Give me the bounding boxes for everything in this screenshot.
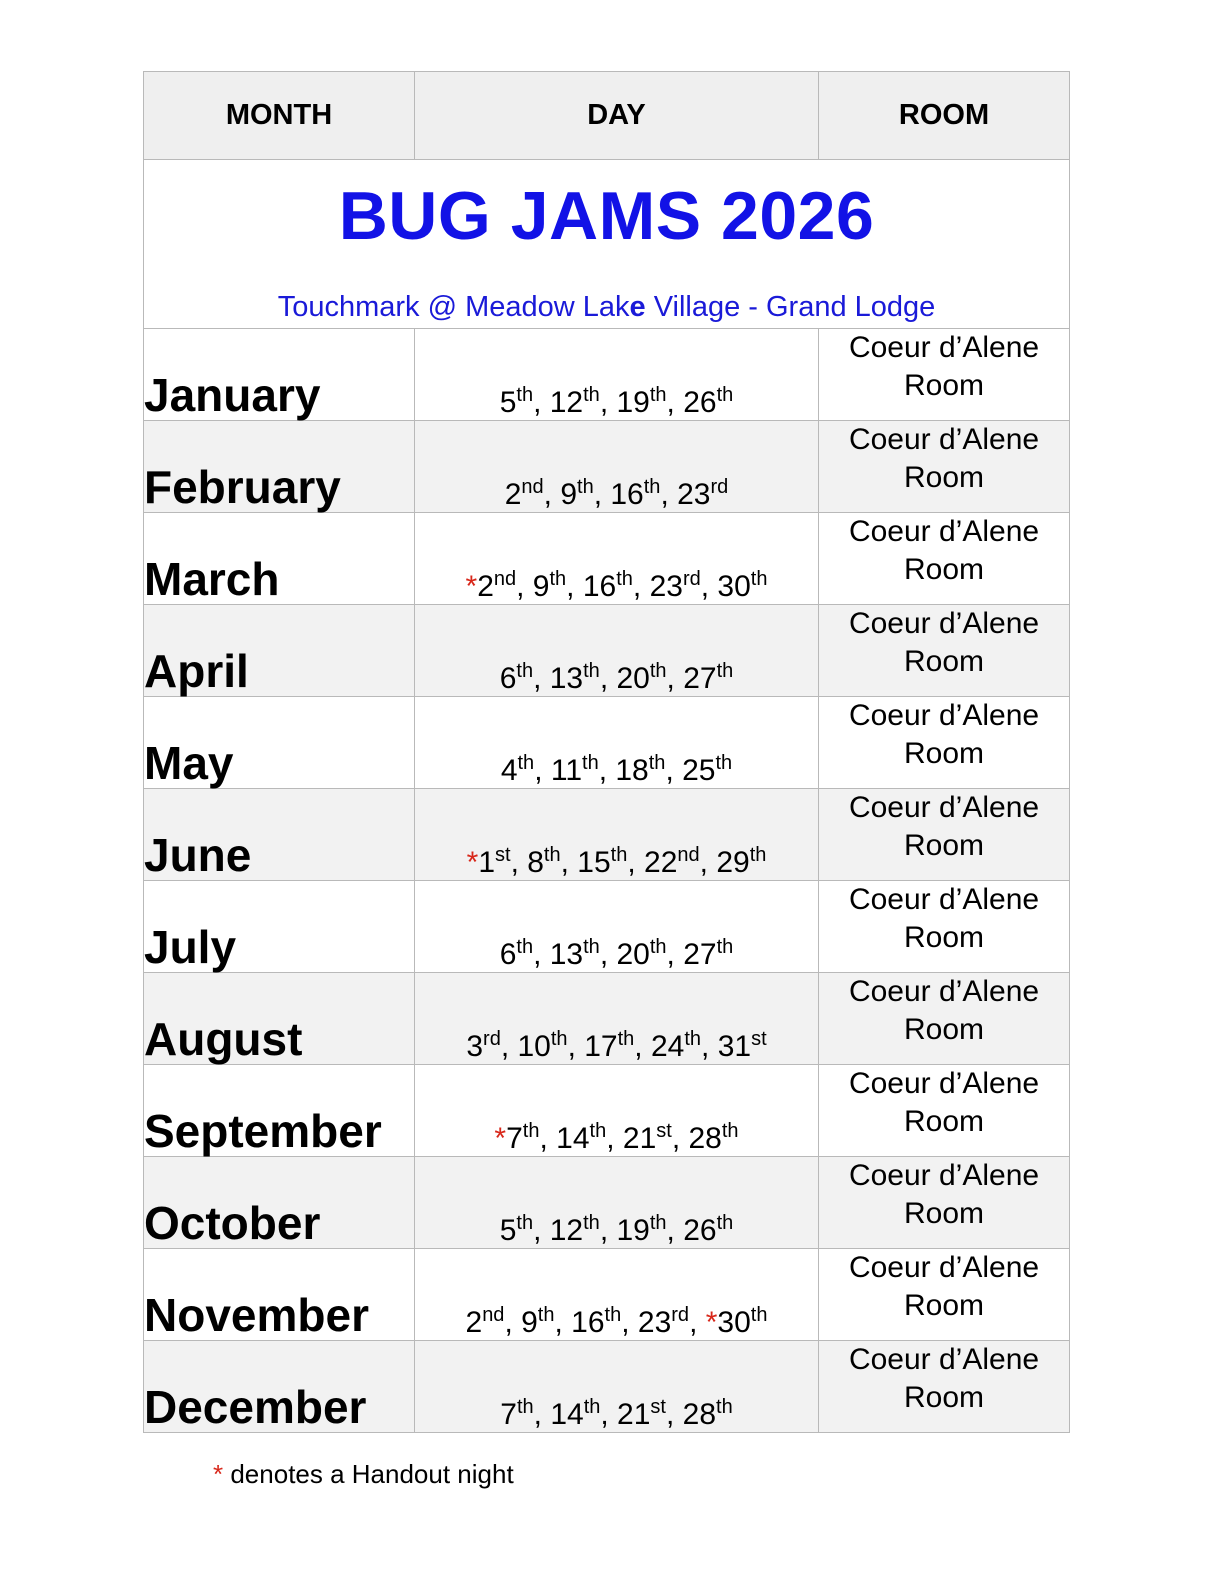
day-separator: ,: [634, 1030, 651, 1063]
day-number: 15: [577, 846, 611, 879]
legend-note: [213, 1458, 514, 1490]
schedule-rows: [144, 329, 1070, 1433]
day-suffix: th: [516, 660, 534, 682]
room-name-line2: Room: [903, 921, 985, 954]
day-separator: ,: [598, 754, 616, 787]
day-number: 9: [560, 478, 578, 511]
day-number: 11: [550, 754, 583, 787]
day-suffix: th: [577, 476, 594, 498]
days-cell: [415, 789, 819, 881]
day-number: 12: [549, 1214, 584, 1247]
day-number: 7: [506, 1122, 523, 1155]
table-header: [144, 72, 1070, 160]
days-cell: [415, 1341, 819, 1433]
room-name-line2: Room: [903, 737, 985, 770]
day-separator: ,: [533, 1398, 551, 1431]
day-suffix: th: [583, 1396, 601, 1418]
day-suffix: nd: [521, 476, 544, 498]
day-separator: ,: [666, 938, 684, 971]
table-row: [144, 1249, 1070, 1341]
room-name-line1: Coeur d’Alene: [848, 515, 1040, 548]
day-number: 6: [499, 662, 517, 695]
room-name-line2: Room: [903, 1013, 985, 1046]
day-separator: ,: [510, 846, 528, 879]
day-number: 13: [549, 662, 584, 695]
day-number: 16: [571, 1306, 605, 1339]
day-suffix: th: [543, 844, 561, 866]
day-number: 26: [683, 386, 717, 419]
subtitle-bold-letter: e: [629, 291, 646, 323]
day-separator: ,: [666, 662, 684, 695]
day-suffix: th: [716, 660, 734, 682]
day-number: 20: [616, 938, 650, 971]
day-suffix: th: [643, 476, 661, 498]
room-cell: [819, 1249, 1070, 1341]
room-cell: [819, 513, 1070, 605]
day-separator: ,: [665, 754, 683, 787]
day-separator: ,: [621, 1306, 638, 1339]
month-cell: July: [144, 881, 415, 973]
day-suffix: th: [684, 1028, 702, 1050]
room-cell: [819, 697, 1070, 789]
room-name-line1: Coeur d’Alene: [848, 1067, 1040, 1100]
room-name-line1: Coeur d’Alene: [848, 423, 1040, 456]
day-separator: ,: [701, 1030, 718, 1063]
handout-star-icon: *: [466, 846, 479, 879]
day-suffix: th: [649, 1212, 667, 1234]
day-separator: ,: [500, 1030, 518, 1063]
day-suffix: rd: [710, 476, 729, 498]
day-number: 21: [617, 1398, 651, 1431]
room-cell: [819, 1341, 1070, 1433]
day-number: 1: [478, 846, 495, 879]
day-suffix: st: [751, 1028, 767, 1050]
day-number: 2: [465, 1306, 483, 1339]
table-row: [144, 1065, 1070, 1157]
table-row: [144, 421, 1070, 513]
day-separator: ,: [700, 570, 718, 603]
day-number: 10: [517, 1030, 551, 1063]
venue-subtitle: [144, 290, 1069, 324]
day-suffix: th: [537, 1304, 555, 1326]
day-suffix: th: [517, 752, 535, 774]
room-name-line1: Coeur d’Alene: [848, 1251, 1040, 1284]
day-separator: ,: [543, 478, 561, 511]
table-row: [144, 973, 1070, 1065]
room-cell: [819, 789, 1070, 881]
day-separator: ,: [627, 846, 645, 879]
day-number: 2: [504, 478, 522, 511]
room-cell: [819, 421, 1070, 513]
subtitle-end: Village - Grand Lodge: [645, 291, 936, 323]
day-number: 9: [532, 570, 550, 603]
day-separator: ,: [600, 1398, 618, 1431]
day-separator: ,: [599, 662, 617, 695]
room-name-line2: Room: [903, 1381, 985, 1414]
room-cell: [819, 1157, 1070, 1249]
day-number: 2: [477, 570, 494, 603]
handout-star-icon: *: [705, 1306, 718, 1339]
day-number: 5: [499, 386, 517, 419]
days-cell: [415, 1157, 819, 1249]
month-cell: November: [144, 1249, 415, 1341]
month-cell: May: [144, 697, 415, 789]
room-name-line2: Room: [903, 1105, 985, 1138]
days-cell: [415, 329, 819, 421]
room-name-line1: Coeur d’Alene: [848, 1343, 1040, 1376]
day-suffix: th: [522, 1120, 540, 1142]
day-separator: ,: [599, 938, 617, 971]
room-cell: [819, 881, 1070, 973]
month-cell: March: [144, 513, 415, 605]
day-number: 8: [527, 846, 544, 879]
day-number: 28: [688, 1122, 722, 1155]
day-suffix: nd: [677, 844, 700, 866]
room-name-line2: Room: [903, 645, 985, 678]
day-suffix: st: [656, 1120, 672, 1142]
day-suffix: th: [750, 568, 768, 590]
day-suffix: th: [721, 1120, 739, 1142]
table-row: [144, 329, 1070, 421]
day-suffix: rd: [671, 1304, 690, 1326]
handout-star-icon: *: [494, 1122, 507, 1155]
month-cell: June: [144, 789, 415, 881]
day-number: 30: [717, 1306, 751, 1339]
day-suffix: th: [716, 1212, 734, 1234]
day-suffix: th: [583, 660, 600, 682]
day-suffix: th: [589, 1120, 607, 1142]
day-suffix: th: [648, 752, 666, 774]
day-separator: ,: [666, 1214, 684, 1247]
day-separator: ,: [632, 570, 650, 603]
day-separator: ,: [606, 1122, 623, 1155]
room-name-line1: Coeur d’Alene: [848, 1159, 1040, 1192]
day-separator: ,: [539, 1122, 557, 1155]
subtitle-start: Touchmark @ Meadow Lak: [277, 291, 630, 323]
day-separator: ,: [599, 386, 617, 419]
title-block: [144, 160, 1070, 329]
handout-star-icon: *: [465, 570, 478, 603]
month-cell: January: [144, 329, 415, 421]
day-separator: ,: [593, 478, 611, 511]
days-cell: [415, 697, 819, 789]
room-name-line1: Coeur d’Alene: [848, 331, 1040, 364]
day-number: 29: [716, 846, 750, 879]
day-number: 23: [637, 1306, 672, 1339]
day-separator: ,: [699, 846, 717, 879]
month-cell: April: [144, 605, 415, 697]
day-separator: ,: [533, 386, 550, 419]
day-number: 3: [466, 1030, 484, 1063]
day-suffix: th: [583, 384, 600, 406]
day-number: 28: [682, 1398, 717, 1431]
room-name-line1: Coeur d’Alene: [848, 975, 1040, 1008]
day-suffix: th: [583, 1212, 600, 1234]
room-name-line2: Room: [903, 1197, 985, 1230]
schedule-sheet: [143, 71, 1069, 1433]
day-suffix: th: [549, 568, 567, 590]
day-suffix: th: [610, 844, 628, 866]
room-name-line2: Room: [903, 553, 985, 586]
day-suffix: st: [650, 1396, 666, 1418]
schedule-table: [143, 71, 1070, 1433]
days-cell: [415, 881, 819, 973]
day-number: 17: [584, 1030, 618, 1063]
day-separator: ,: [560, 846, 578, 879]
room-name-line1: Coeur d’Alene: [848, 883, 1040, 916]
room-cell: [819, 329, 1070, 421]
month-column-header: MONTH: [144, 72, 415, 160]
day-suffix: rd: [483, 1028, 501, 1050]
legend-star: *: [213, 1459, 224, 1489]
room-name-line2: Room: [903, 829, 985, 862]
days-cell: [415, 1249, 819, 1341]
day-suffix: th: [715, 752, 733, 774]
day-suffix: nd: [493, 568, 517, 590]
day-number: 16: [582, 570, 617, 603]
day-number: 9: [521, 1306, 538, 1339]
day-suffix: nd: [482, 1304, 505, 1326]
day-number: 21: [622, 1122, 657, 1155]
day-separator: ,: [533, 1214, 550, 1247]
day-suffix: th: [516, 936, 534, 958]
day-suffix: th: [617, 1028, 635, 1050]
day-separator: ,: [599, 1214, 617, 1247]
room-name-line2: Room: [903, 369, 985, 402]
day-separator: ,: [567, 1030, 585, 1063]
day-suffix: th: [583, 936, 600, 958]
day-number: 27: [683, 938, 717, 971]
day-suffix: rd: [682, 568, 701, 590]
room-name-line1: Coeur d’Alene: [848, 607, 1040, 640]
day-suffix: th: [716, 384, 734, 406]
room-name-line2: Room: [903, 1289, 985, 1322]
day-number: 19: [616, 1214, 650, 1247]
day-number: 22: [644, 846, 678, 879]
month-cell: October: [144, 1157, 415, 1249]
days-cell: [415, 973, 819, 1065]
day-column-header: DAY: [415, 72, 819, 160]
day-separator: ,: [666, 386, 684, 419]
day-separator: ,: [566, 570, 583, 603]
day-number: 12: [549, 386, 584, 419]
day-number: 23: [677, 478, 711, 511]
days-cell: [415, 513, 819, 605]
day-number: 20: [616, 662, 650, 695]
day-suffix: th: [649, 660, 667, 682]
day-separator: ,: [516, 570, 533, 603]
days-cell: [415, 421, 819, 513]
day-number: 31: [717, 1030, 752, 1063]
day-number: 16: [610, 478, 644, 511]
day-suffix: st: [495, 844, 511, 866]
day-number: 13: [549, 938, 584, 971]
table-row: [144, 513, 1070, 605]
table-row: [144, 605, 1070, 697]
day-number: 19: [616, 386, 650, 419]
table-row: [144, 881, 1070, 973]
page-title: BUG JAMS 2026: [338, 178, 875, 254]
month-cell: September: [144, 1065, 415, 1157]
day-number: 27: [683, 662, 717, 695]
day-suffix: th: [516, 384, 534, 406]
month-cell: February: [144, 421, 415, 513]
room-column-header: ROOM: [819, 72, 1070, 160]
day-number: 14: [556, 1122, 590, 1155]
room-name-line1: Coeur d’Alene: [848, 699, 1040, 732]
days-cell: [415, 1065, 819, 1157]
room-cell: [819, 973, 1070, 1065]
day-number: 5: [499, 1214, 517, 1247]
day-suffix: th: [550, 1028, 568, 1050]
day-suffix: th: [582, 752, 599, 774]
room-cell: [819, 1065, 1070, 1157]
day-number: 14: [550, 1398, 584, 1431]
day-number: 25: [682, 754, 716, 787]
day-separator: ,: [660, 478, 678, 511]
table-row: [144, 789, 1070, 881]
day-number: 24: [650, 1030, 685, 1063]
day-separator: ,: [504, 1306, 522, 1339]
day-separator: ,: [534, 754, 551, 787]
day-separator: ,: [689, 1306, 706, 1339]
day-suffix: th: [649, 384, 667, 406]
title-cell: [144, 160, 1070, 329]
day-number: 18: [615, 754, 649, 787]
room-name-line1: Coeur d’Alene: [848, 791, 1040, 824]
day-suffix: th: [604, 1304, 622, 1326]
day-separator: ,: [554, 1306, 572, 1339]
table-row: [144, 697, 1070, 789]
day-separator: ,: [533, 938, 550, 971]
day-number: 23: [649, 570, 683, 603]
days-cell: [415, 605, 819, 697]
day-number: 7: [500, 1398, 517, 1431]
day-number: 4: [500, 754, 518, 787]
day-suffix: th: [716, 1396, 733, 1418]
day-suffix: th: [516, 1212, 534, 1234]
day-suffix: th: [516, 1396, 534, 1418]
month-cell: August: [144, 973, 415, 1065]
day-suffix: th: [749, 844, 767, 866]
day-number: 30: [717, 570, 751, 603]
room-name-line2: Room: [903, 461, 985, 494]
table-row: [144, 1157, 1070, 1249]
day-suffix: th: [716, 936, 734, 958]
room-cell: [819, 605, 1070, 697]
day-separator: ,: [533, 662, 550, 695]
day-separator: ,: [671, 1122, 689, 1155]
day-suffix: th: [649, 936, 667, 958]
day-suffix: th: [616, 568, 633, 590]
day-number: 26: [683, 1214, 717, 1247]
table-row: [144, 1341, 1070, 1433]
day-number: 6: [499, 938, 517, 971]
legend-text: denotes a Handout night: [223, 1459, 514, 1489]
day-separator: ,: [665, 1398, 683, 1431]
month-cell: December: [144, 1341, 415, 1433]
day-suffix: th: [750, 1304, 768, 1326]
